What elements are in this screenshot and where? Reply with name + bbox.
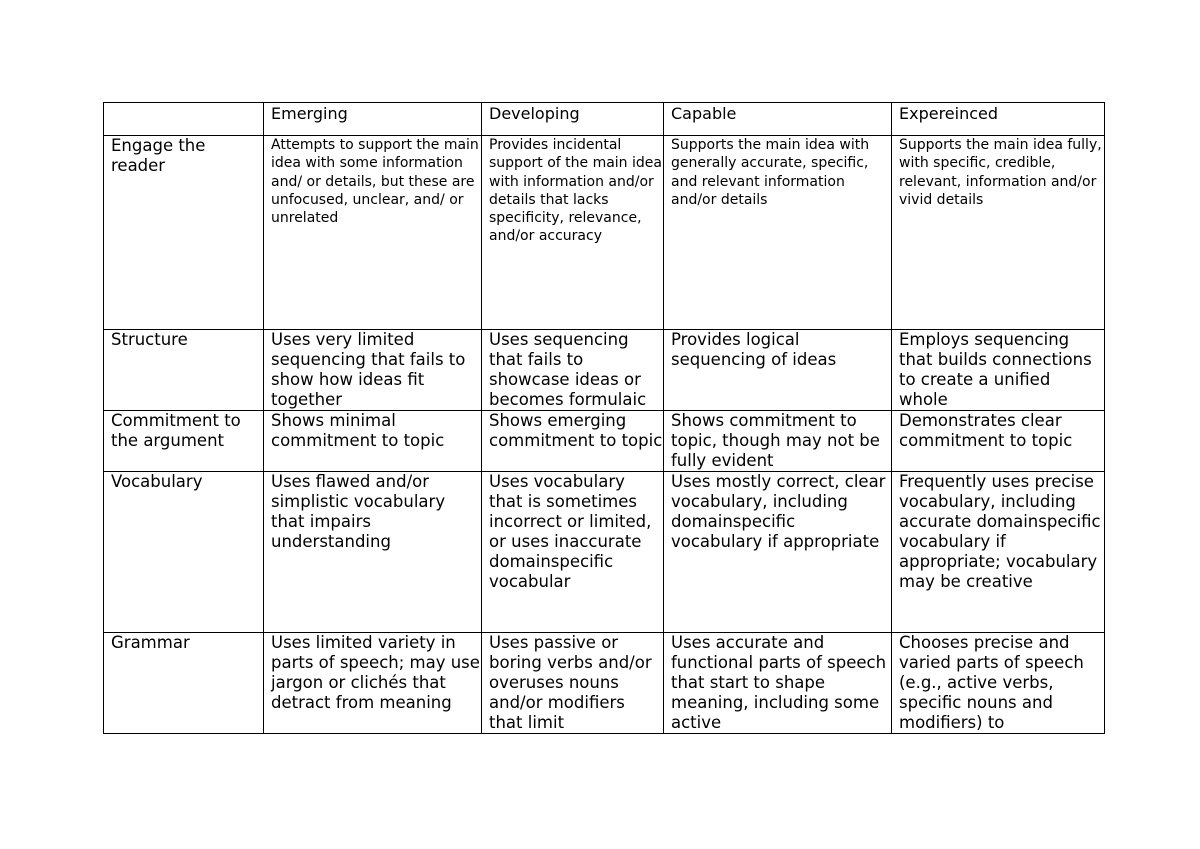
cell-vocabulary-capable	[664, 472, 892, 633]
table-row	[104, 633, 1105, 734]
cell-text: Provides incidental support of the main idea with information and/or details that lacks specificity, relevance, and/or accuracy	[489, 137, 662, 245]
cell-grammar-capable	[664, 633, 892, 734]
cell-vocabulary-developing	[482, 472, 664, 633]
cell-engage-capable	[664, 136, 892, 330]
table-row	[104, 136, 1105, 330]
cell-text: Frequently uses precise vocabulary, including accurate domainspecific vocabulary if appropriate; vocabulary may be creative	[899, 472, 1101, 591]
criterion-structure	[104, 330, 264, 411]
cell-text: Provides logical sequencing of ideas	[671, 330, 837, 369]
criterion-commitment-to-the-argument	[104, 411, 264, 472]
criterion-label: Vocabulary	[111, 472, 203, 491]
criterion-label: Grammar	[111, 633, 190, 652]
criterion-label: Engage the reader	[111, 136, 206, 175]
cell-text: Shows emerging commitment to topic	[489, 411, 663, 450]
header-capable: Capable	[664, 103, 892, 136]
cell-commitment-experienced	[892, 411, 1105, 472]
cell-text: Employs sequencing that builds connections to create a unified whole	[899, 330, 1092, 409]
criterion-label: Structure	[111, 330, 188, 349]
cell-text: Uses vocabulary that is sometimes incorrect or limited, or uses inaccurate domainspecific vocabular	[489, 472, 652, 591]
header-corner-cell	[104, 103, 264, 136]
criterion-label: Commitment to the argument	[111, 411, 241, 450]
cell-text: Supports the main idea with generally accurate, specific, and relevant information and/or details	[671, 137, 870, 208]
cell-engage-developing	[482, 136, 664, 330]
cell-text: Attempts to support the main idea with some information and/ or details, but these are unfocused, unclear, and/ or unrelated	[271, 137, 479, 227]
cell-grammar-emerging	[264, 633, 482, 734]
cell-commitment-emerging	[264, 411, 482, 472]
cell-text: Uses very limited sequencing that fails to show how ideas fit together	[271, 330, 466, 409]
cell-structure-emerging	[264, 330, 482, 411]
cell-text: Uses sequencing that fails to showcase ideas or becomes formulaic	[489, 330, 647, 409]
cell-vocabulary-emerging	[264, 472, 482, 633]
cell-engage-emerging	[264, 136, 482, 330]
cell-vocabulary-experienced	[892, 472, 1105, 633]
criterion-vocabulary	[104, 472, 264, 633]
cell-structure-developing	[482, 330, 664, 411]
cell-commitment-capable	[664, 411, 892, 472]
cell-text: Shows commitment to topic, though may not be fully evident	[671, 411, 880, 470]
criterion-grammar	[104, 633, 264, 734]
cell-text: Supports the main idea fully, with specific, credible, relevant, information and/or vivid details	[899, 137, 1102, 208]
header-emerging: Emerging	[264, 103, 482, 136]
cell-structure-capable	[664, 330, 892, 411]
cell-grammar-developing	[482, 633, 664, 734]
table-row	[104, 472, 1105, 633]
cell-commitment-developing	[482, 411, 664, 472]
cell-engage-experienced	[892, 136, 1105, 330]
cell-text: Uses accurate and functional parts of speech that start to shape meaning, including some active	[671, 633, 887, 732]
cell-text: Uses passive or boring verbs and/or overuses nouns and/or modifiers that limit	[489, 633, 652, 732]
criterion-engage-the-reader	[104, 136, 264, 330]
cell-text: Shows minimal commitment to topic	[271, 411, 445, 450]
cell-text: Uses mostly correct, clear vocabulary, including domainspecific vocabulary if appropriate	[671, 472, 886, 551]
cell-structure-experienced	[892, 330, 1105, 411]
cell-text: Chooses precise and varied parts of speech (e.g., active verbs, specific nouns and modifiers) to	[899, 633, 1084, 732]
cell-text: Demonstrates clear commitment to topic	[899, 411, 1073, 450]
cell-text: Uses flawed and/or simplistic vocabulary that impairs understanding	[271, 472, 446, 551]
cell-text: Uses limited variety in parts of speech; may use jargon or clichés that detract from meaning	[271, 633, 480, 712]
header-row	[104, 103, 1105, 136]
table-row	[104, 411, 1105, 472]
table-row	[104, 330, 1105, 411]
header-developing: Developing	[482, 103, 664, 136]
rubric-table	[103, 102, 1105, 734]
header-experienced: Expereinced	[892, 103, 1105, 136]
cell-grammar-experienced	[892, 633, 1105, 734]
